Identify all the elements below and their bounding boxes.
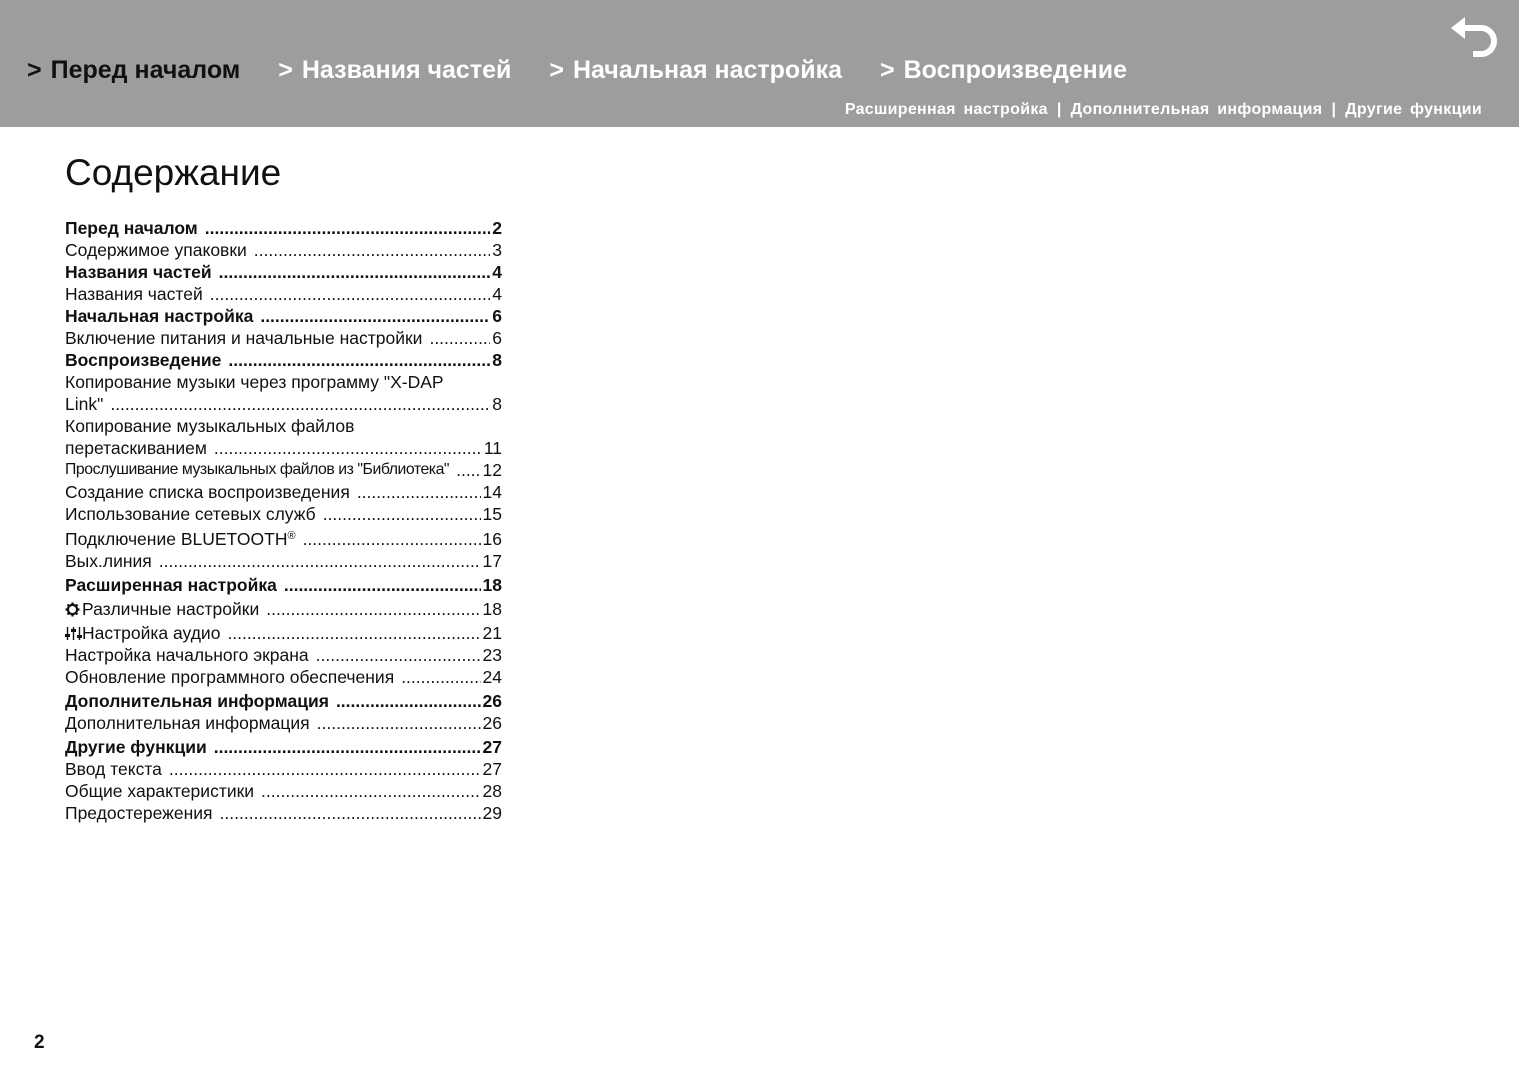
toc-entry-title: Общие характеристики bbox=[65, 781, 255, 801]
toc-leader bbox=[214, 437, 482, 459]
toc-entry-page: 27 bbox=[482, 737, 502, 757]
toc-leader bbox=[228, 349, 490, 371]
toc-entry-title: Перед началом bbox=[65, 218, 198, 238]
toc-entry-page: 26 bbox=[482, 713, 502, 733]
toc-leader bbox=[456, 459, 480, 481]
chevron-right-icon: > bbox=[27, 55, 42, 84]
header-bar bbox=[0, 0, 1519, 127]
toc-entry-audio-settings[interactable] bbox=[65, 622, 502, 644]
toc-entry-page: 16 bbox=[482, 529, 502, 549]
sub-nav-other-functions[interactable]: Другие функции bbox=[1345, 101, 1482, 118]
toc-entry-package-contents[interactable] bbox=[65, 239, 502, 261]
toc-leader bbox=[169, 758, 481, 780]
toc-entry-bluetooth[interactable] bbox=[65, 528, 502, 550]
equalizer-icon bbox=[65, 626, 80, 641]
return-arrow-icon bbox=[1449, 14, 1501, 58]
toc-leader bbox=[323, 503, 481, 525]
sub-nav-additional-info[interactable]: Дополнительная информация bbox=[1070, 101, 1323, 118]
toc-entry-page: 18 bbox=[482, 599, 502, 619]
table-of-contents bbox=[65, 217, 502, 824]
toc-entry-copy-via-xdap-link[interactable] bbox=[65, 371, 502, 415]
toc-entry-precautions[interactable] bbox=[65, 802, 502, 824]
toc-entry-software-update[interactable] bbox=[65, 666, 502, 688]
back-button[interactable] bbox=[1449, 14, 1501, 58]
chevron-right-icon: > bbox=[278, 55, 293, 84]
sub-nav-advanced-setup[interactable]: Расширенная настройка bbox=[844, 101, 1048, 118]
toc-entry-additional-info-section[interactable] bbox=[65, 690, 502, 712]
toc-leader bbox=[401, 666, 480, 688]
toc-leader bbox=[219, 261, 491, 283]
toc-entry-before-start[interactable] bbox=[65, 217, 502, 239]
toc-leader bbox=[357, 481, 481, 503]
toc-entry-title-line1: Копирование музыки через программу "X-DAP bbox=[65, 372, 444, 392]
toc-leader bbox=[205, 217, 491, 239]
toc-entry-advanced-setup-section[interactable] bbox=[65, 574, 502, 596]
page-number: 2 bbox=[34, 1032, 45, 1053]
toc-entry-line2 bbox=[65, 393, 502, 415]
toc-entry-page: 26 bbox=[482, 691, 502, 711]
toc-entry-page: 12 bbox=[482, 460, 502, 480]
toc-entry-specifications[interactable] bbox=[65, 780, 502, 802]
toc-leader bbox=[220, 802, 481, 824]
toc-entry-home-screen-setup[interactable] bbox=[65, 644, 502, 666]
toc-leader bbox=[110, 393, 490, 415]
sub-nav-separator: | bbox=[1056, 101, 1062, 118]
nav-label: Названия частей bbox=[301, 55, 512, 84]
toc-entry-title-line1: Копирование музыкальных файлов bbox=[65, 416, 355, 436]
toc-entry-page: 3 bbox=[492, 240, 502, 260]
toc-leader bbox=[159, 550, 481, 572]
toc-entry-title: Различные настройки bbox=[82, 599, 260, 619]
toc-leader bbox=[336, 690, 481, 712]
main-nav bbox=[27, 53, 1165, 87]
chevron-right-icon: > bbox=[549, 55, 564, 84]
toc-entry-page: 27 bbox=[482, 759, 502, 779]
toc-entry-page: 14 bbox=[482, 482, 502, 502]
toc-entry-various-settings[interactable] bbox=[65, 598, 502, 620]
toc-entry-part-names-section[interactable] bbox=[65, 261, 502, 283]
toc-entry-title: Дополнительная информация bbox=[65, 691, 329, 711]
toc-entry-playback-section[interactable] bbox=[65, 349, 502, 371]
toc-entry-additional-info[interactable] bbox=[65, 712, 502, 734]
page-title: Содержание bbox=[65, 152, 282, 193]
toc-leader bbox=[429, 327, 490, 349]
toc-leader bbox=[284, 574, 481, 596]
toc-entry-line2 bbox=[65, 437, 502, 459]
sub-nav bbox=[845, 101, 1482, 119]
toc-entry-title: Создание списка воспроизведения bbox=[65, 482, 350, 502]
toc-leader bbox=[254, 239, 490, 261]
toc-entry-page: 11 bbox=[483, 438, 502, 458]
sub-nav-separator: | bbox=[1331, 101, 1337, 118]
toc-entry-title: Использование сетевых служб bbox=[65, 504, 316, 524]
toc-entry-page: 28 bbox=[482, 781, 502, 801]
toc-entry-title: Содержимое упаковки bbox=[65, 240, 247, 260]
nav-before-start[interactable] bbox=[27, 56, 240, 85]
toc-leader bbox=[261, 780, 480, 802]
toc-leader bbox=[210, 283, 491, 305]
toc-leader bbox=[260, 305, 490, 327]
toc-entry-title: Подключение BLUETOOTH bbox=[65, 529, 288, 549]
nav-part-names[interactable] bbox=[278, 56, 511, 85]
toc-entry-other-functions-section[interactable] bbox=[65, 736, 502, 758]
toc-leader bbox=[303, 528, 481, 550]
gear-icon bbox=[65, 602, 80, 617]
toc-entry-title-wrap bbox=[65, 528, 296, 550]
toc-entry-title: Дополнительная информация bbox=[65, 713, 310, 733]
registered-mark: ® bbox=[287, 530, 296, 542]
toc-leader bbox=[214, 736, 481, 758]
toc-entry-page: 4 bbox=[492, 262, 502, 282]
toc-entry-title-wrap bbox=[65, 622, 220, 644]
nav-initial-setup[interactable] bbox=[549, 56, 842, 85]
toc-entry-page: 2 bbox=[492, 218, 502, 238]
toc-entry-title: Прослушивание музыкальных файлов из "Библиотека" bbox=[65, 461, 450, 478]
toc-entry-page: 4 bbox=[492, 284, 502, 304]
toc-entry-page: 8 bbox=[492, 394, 502, 414]
nav-label: Начальная настройка bbox=[572, 55, 842, 84]
toc-entry-title: Настройка начального экрана bbox=[65, 645, 309, 665]
toc-entry-page: 18 bbox=[482, 575, 502, 595]
nav-label: Перед началом bbox=[50, 55, 241, 84]
toc-leader bbox=[227, 622, 480, 644]
toc-entry-page: 21 bbox=[482, 623, 502, 643]
toc-entry-page: 24 bbox=[482, 667, 502, 687]
toc-entry-title: Ввод текста bbox=[65, 759, 162, 779]
chevron-right-icon: > bbox=[880, 55, 895, 84]
toc-entry-title: Предостережения bbox=[65, 803, 213, 823]
toc-entry-title: Другие функции bbox=[65, 737, 207, 757]
toc-entry-network-services[interactable] bbox=[65, 503, 502, 525]
toc-entry-page: 15 bbox=[482, 504, 502, 524]
toc-entry-create-playlist[interactable] bbox=[65, 481, 502, 503]
toc-entry-page: 29 bbox=[482, 803, 502, 823]
toc-entry-page: 17 bbox=[482, 551, 502, 571]
toc-entry-title: Названия частей bbox=[65, 284, 203, 304]
toc-entry-title: Начальная настройка bbox=[65, 306, 254, 326]
toc-leader bbox=[266, 598, 480, 620]
toc-entry-initial-setup-section[interactable] bbox=[65, 305, 502, 327]
nav-label: Воспроизведение bbox=[903, 55, 1128, 84]
nav-playback[interactable] bbox=[880, 56, 1127, 85]
toc-entry-title: Воспроизведение bbox=[65, 350, 222, 370]
toc-entry-title: Настройка аудио bbox=[82, 623, 221, 643]
toc-entry-page: 8 bbox=[492, 350, 502, 370]
toc-entry-title-line2: Link" bbox=[65, 394, 104, 414]
toc-entry-page: 23 bbox=[482, 645, 502, 665]
toc-entry-line-out[interactable] bbox=[65, 550, 502, 572]
toc-entry-title: Вых.линия bbox=[65, 551, 152, 571]
toc-entry-power-on[interactable] bbox=[65, 327, 502, 349]
toc-entry-title-wrap bbox=[65, 598, 259, 620]
toc-entry-page: 6 bbox=[492, 306, 502, 326]
toc-entry-library-listening[interactable] bbox=[65, 459, 502, 481]
toc-entry-title: Включение питания и начальные настройки bbox=[65, 328, 423, 348]
toc-leader bbox=[316, 644, 481, 666]
toc-entry-title-line2: перетаскиванием bbox=[65, 438, 207, 458]
toc-entry-title: Обновление программного обеспечения bbox=[65, 667, 395, 687]
toc-entry-title: Расширенная настройка bbox=[65, 575, 277, 595]
toc-entry-title: Названия частей bbox=[65, 262, 212, 282]
toc-leader bbox=[317, 712, 481, 734]
toc-entry-part-names[interactable] bbox=[65, 283, 502, 305]
toc-entry-page: 6 bbox=[492, 328, 502, 348]
toc-entry-copy-drag-drop[interactable] bbox=[65, 415, 502, 459]
toc-entry-text-input[interactable] bbox=[65, 758, 502, 780]
